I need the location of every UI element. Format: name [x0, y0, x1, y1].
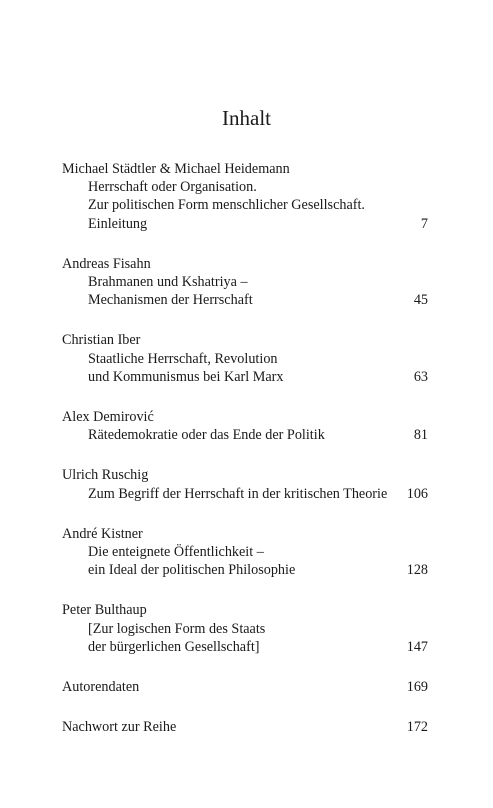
toc-author: Ulrich Ruschig — [62, 467, 149, 484]
toc-page-number: 147 — [406, 638, 428, 655]
toc-page-number: 169 — [406, 679, 428, 696]
toc-author: Christian Iber — [62, 332, 141, 349]
toc-title-line: Brahmanen und Kshatriya – — [88, 274, 248, 291]
toc-author: Andreas Fisahn — [62, 255, 151, 272]
toc-page-number: 81 — [413, 427, 428, 444]
toc-back-matter-label: Nachwort zur Reihe — [62, 719, 177, 736]
toc-back-matter-label: Autorendaten — [62, 679, 140, 696]
toc-title-line: ein Ideal der politischen Philosophie — [88, 562, 296, 579]
toc-page-number: 172 — [406, 719, 428, 736]
table-of-contents — [62, 160, 428, 758]
toc-entry — [62, 601, 428, 656]
toc-page-number: 128 — [406, 562, 428, 579]
toc-entry — [62, 525, 428, 580]
toc-author: Peter Bulthaup — [62, 602, 147, 619]
toc-title-line: Einleitung — [88, 215, 148, 232]
toc-page-number: 63 — [413, 368, 428, 385]
toc-author: Michael Städtler & Michael Heidemann — [62, 161, 290, 177]
toc-title-line: Mechanismen der Herrschaft — [88, 292, 253, 309]
toc-title-line: und Kommunismus bei Karl Marx — [88, 368, 284, 385]
toc-entry — [62, 466, 428, 502]
toc-back-matter-entry — [62, 678, 428, 696]
toc-title-line: Staatliche Herrschaft, Revolution — [88, 350, 278, 367]
toc-page-number: 7 — [420, 215, 428, 232]
page-title: Inhalt — [222, 106, 271, 130]
toc-entry — [62, 160, 428, 233]
toc-page-number: 106 — [406, 485, 428, 502]
toc-author: André Kistner — [62, 525, 143, 542]
toc-title-line: Herrschaft oder Organisation. — [88, 179, 257, 196]
toc-author: Alex Demirović — [62, 409, 154, 426]
toc-title-line: [Zur logischen Form des Staats — [88, 620, 266, 637]
toc-title-line: Die enteignete Öffentlichkeit – — [88, 544, 264, 561]
toc-page-number: 45 — [413, 292, 428, 309]
toc-entry — [62, 408, 428, 444]
toc-title-line: Rätedemokratie oder das Ende der Politik — [88, 427, 325, 444]
toc-entry — [62, 331, 428, 386]
toc-title-line: Zur politischen Form menschlicher Gesellschaft. — [88, 197, 365, 214]
toc-entry — [62, 255, 428, 310]
toc-back-matter-entry — [62, 718, 428, 736]
toc-title-line: der bürgerlichen Gesellschaft] — [88, 638, 260, 655]
toc-title-line: Zum Begriff der Herrschaft in der kritischen Theorie — [88, 485, 388, 502]
